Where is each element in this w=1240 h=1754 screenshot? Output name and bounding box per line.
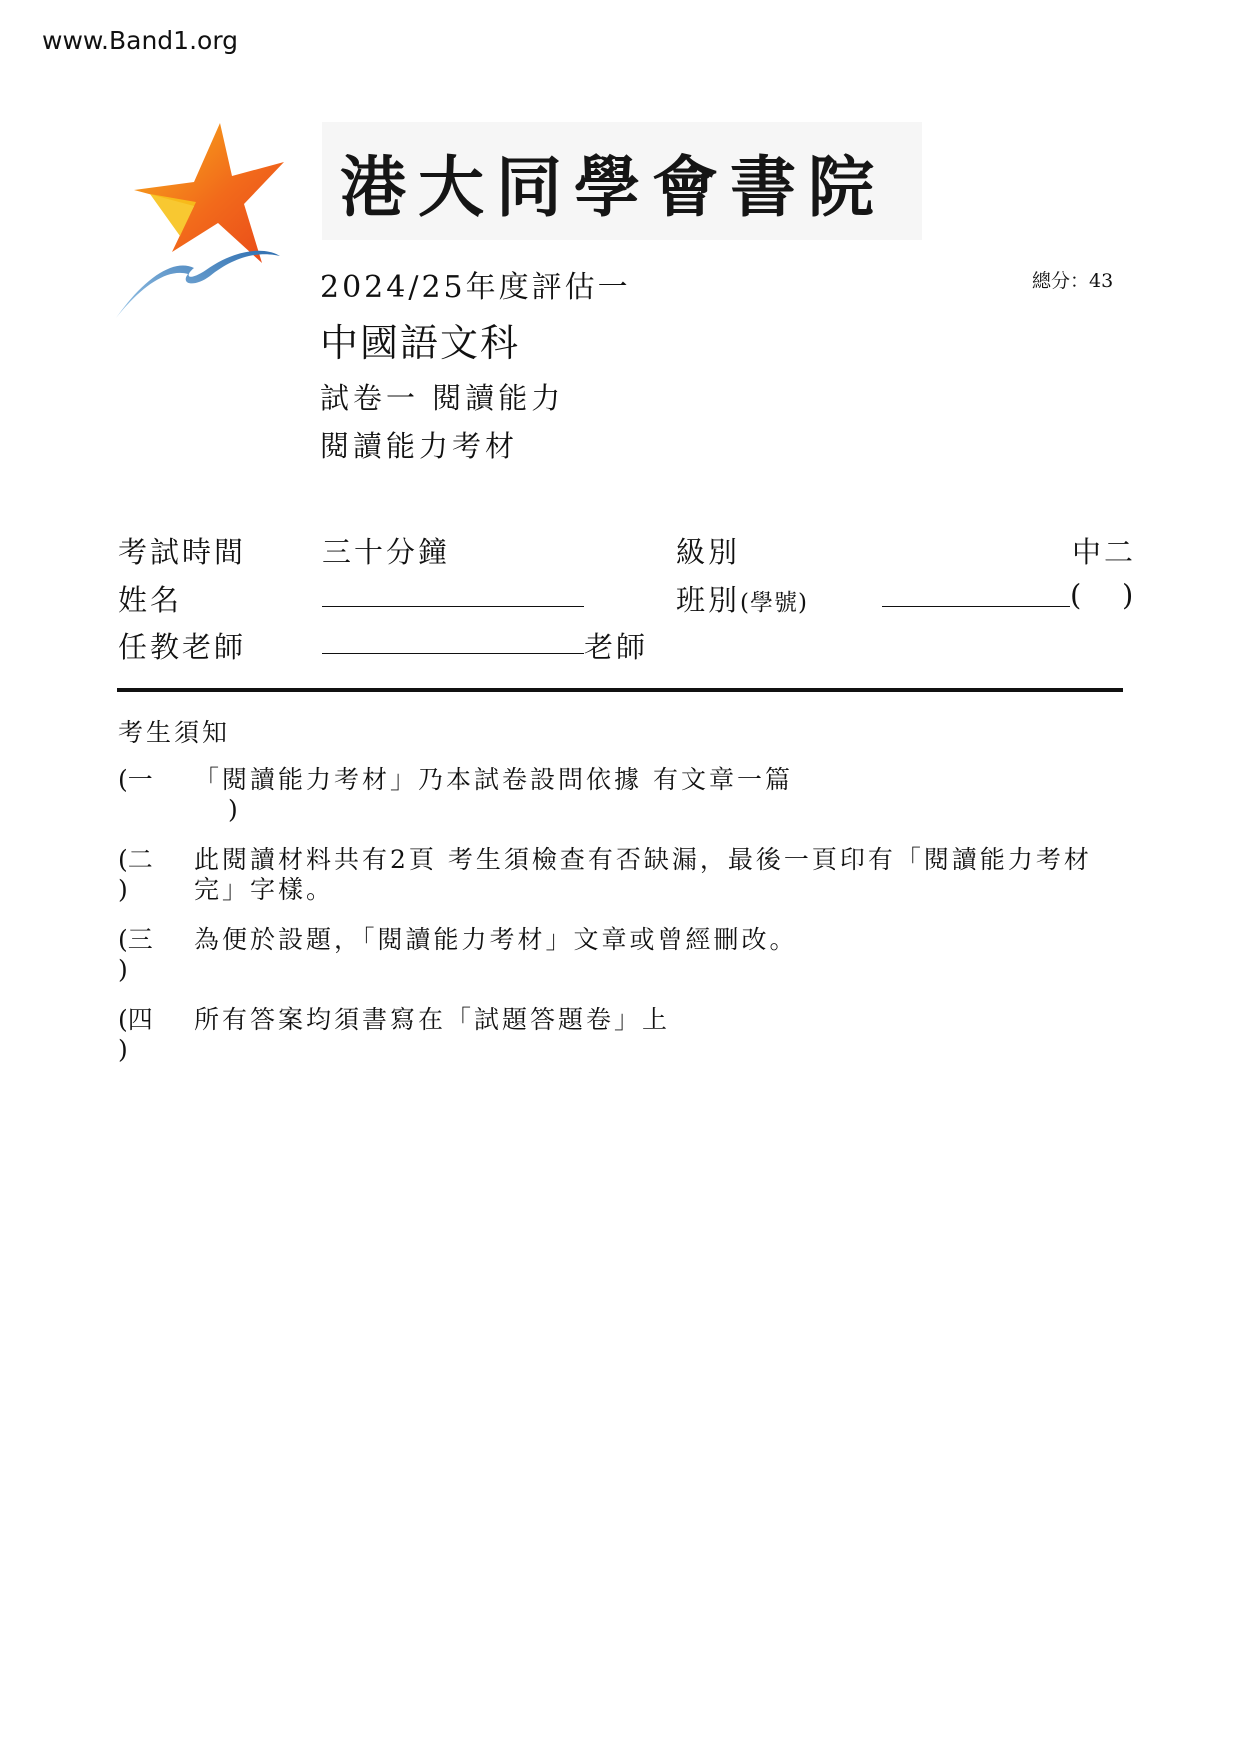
- notice-item-label: (三: [118, 925, 153, 954]
- notice-item-text: 此閱讀材料共有2頁 考生須檢查有否缺漏，最後一頁印有「閱讀能力考材完」字樣。: [194, 845, 1092, 904]
- time-label: 考試時間: [118, 535, 247, 569]
- time-value: 三十分鐘: [322, 535, 451, 569]
- class-number-label: (學號): [740, 590, 808, 616]
- notice-item-label: (二: [118, 845, 153, 874]
- school-name-banner: [322, 122, 922, 240]
- class-field[interactable]: [882, 576, 1070, 607]
- star-swoosh-logo-icon: [114, 118, 294, 328]
- paper-title: 試卷一 閱讀能力: [320, 381, 565, 415]
- class-label: 班別: [676, 583, 741, 617]
- notice-item-label: (四: [118, 1005, 153, 1034]
- teacher-label: 任教老師: [118, 630, 247, 664]
- teacher-field[interactable]: [322, 623, 584, 654]
- notice-item-label-close: ): [118, 875, 128, 904]
- teacher-suffix: 老師: [584, 630, 649, 664]
- header-divider: [117, 688, 1123, 692]
- notice-item-label-close: ): [118, 955, 128, 984]
- class-number-field[interactable]: [1084, 578, 1122, 610]
- level-label: 級別: [676, 535, 741, 569]
- notice-item-label: (一: [118, 765, 153, 794]
- class-number-open-paren: (: [1070, 578, 1085, 612]
- material-title: 閱讀能力考材: [320, 429, 519, 463]
- notice-item-text: 為便於設題，「閱讀能力考材」文章或曾經刪改。: [194, 925, 798, 954]
- school-name: 港大同學會書院: [340, 147, 886, 226]
- subject-title: 中國語文科: [320, 321, 521, 365]
- name-label: 姓名: [118, 583, 183, 617]
- notice-title: 考生須知: [118, 718, 231, 747]
- level-value: 中二: [1072, 535, 1137, 569]
- class-label-group: [676, 578, 808, 619]
- notice-item-label-close: ): [118, 1035, 128, 1064]
- notice-item-label-close: ): [228, 795, 238, 824]
- total-score: 總分：43: [1032, 270, 1114, 292]
- assessment-title: 2024/25年度評估一: [320, 270, 631, 305]
- watermark-url: www.Band1.org: [42, 26, 239, 55]
- notice-item-text: 所有答案均須書寫在「試題答題卷」上: [194, 1005, 671, 1034]
- class-number-close-paren: ): [1122, 578, 1137, 612]
- name-field[interactable]: [322, 576, 584, 607]
- notice-item-text: 「閱讀能力考材」乃本試卷設問依據 有文章一篇: [194, 765, 793, 794]
